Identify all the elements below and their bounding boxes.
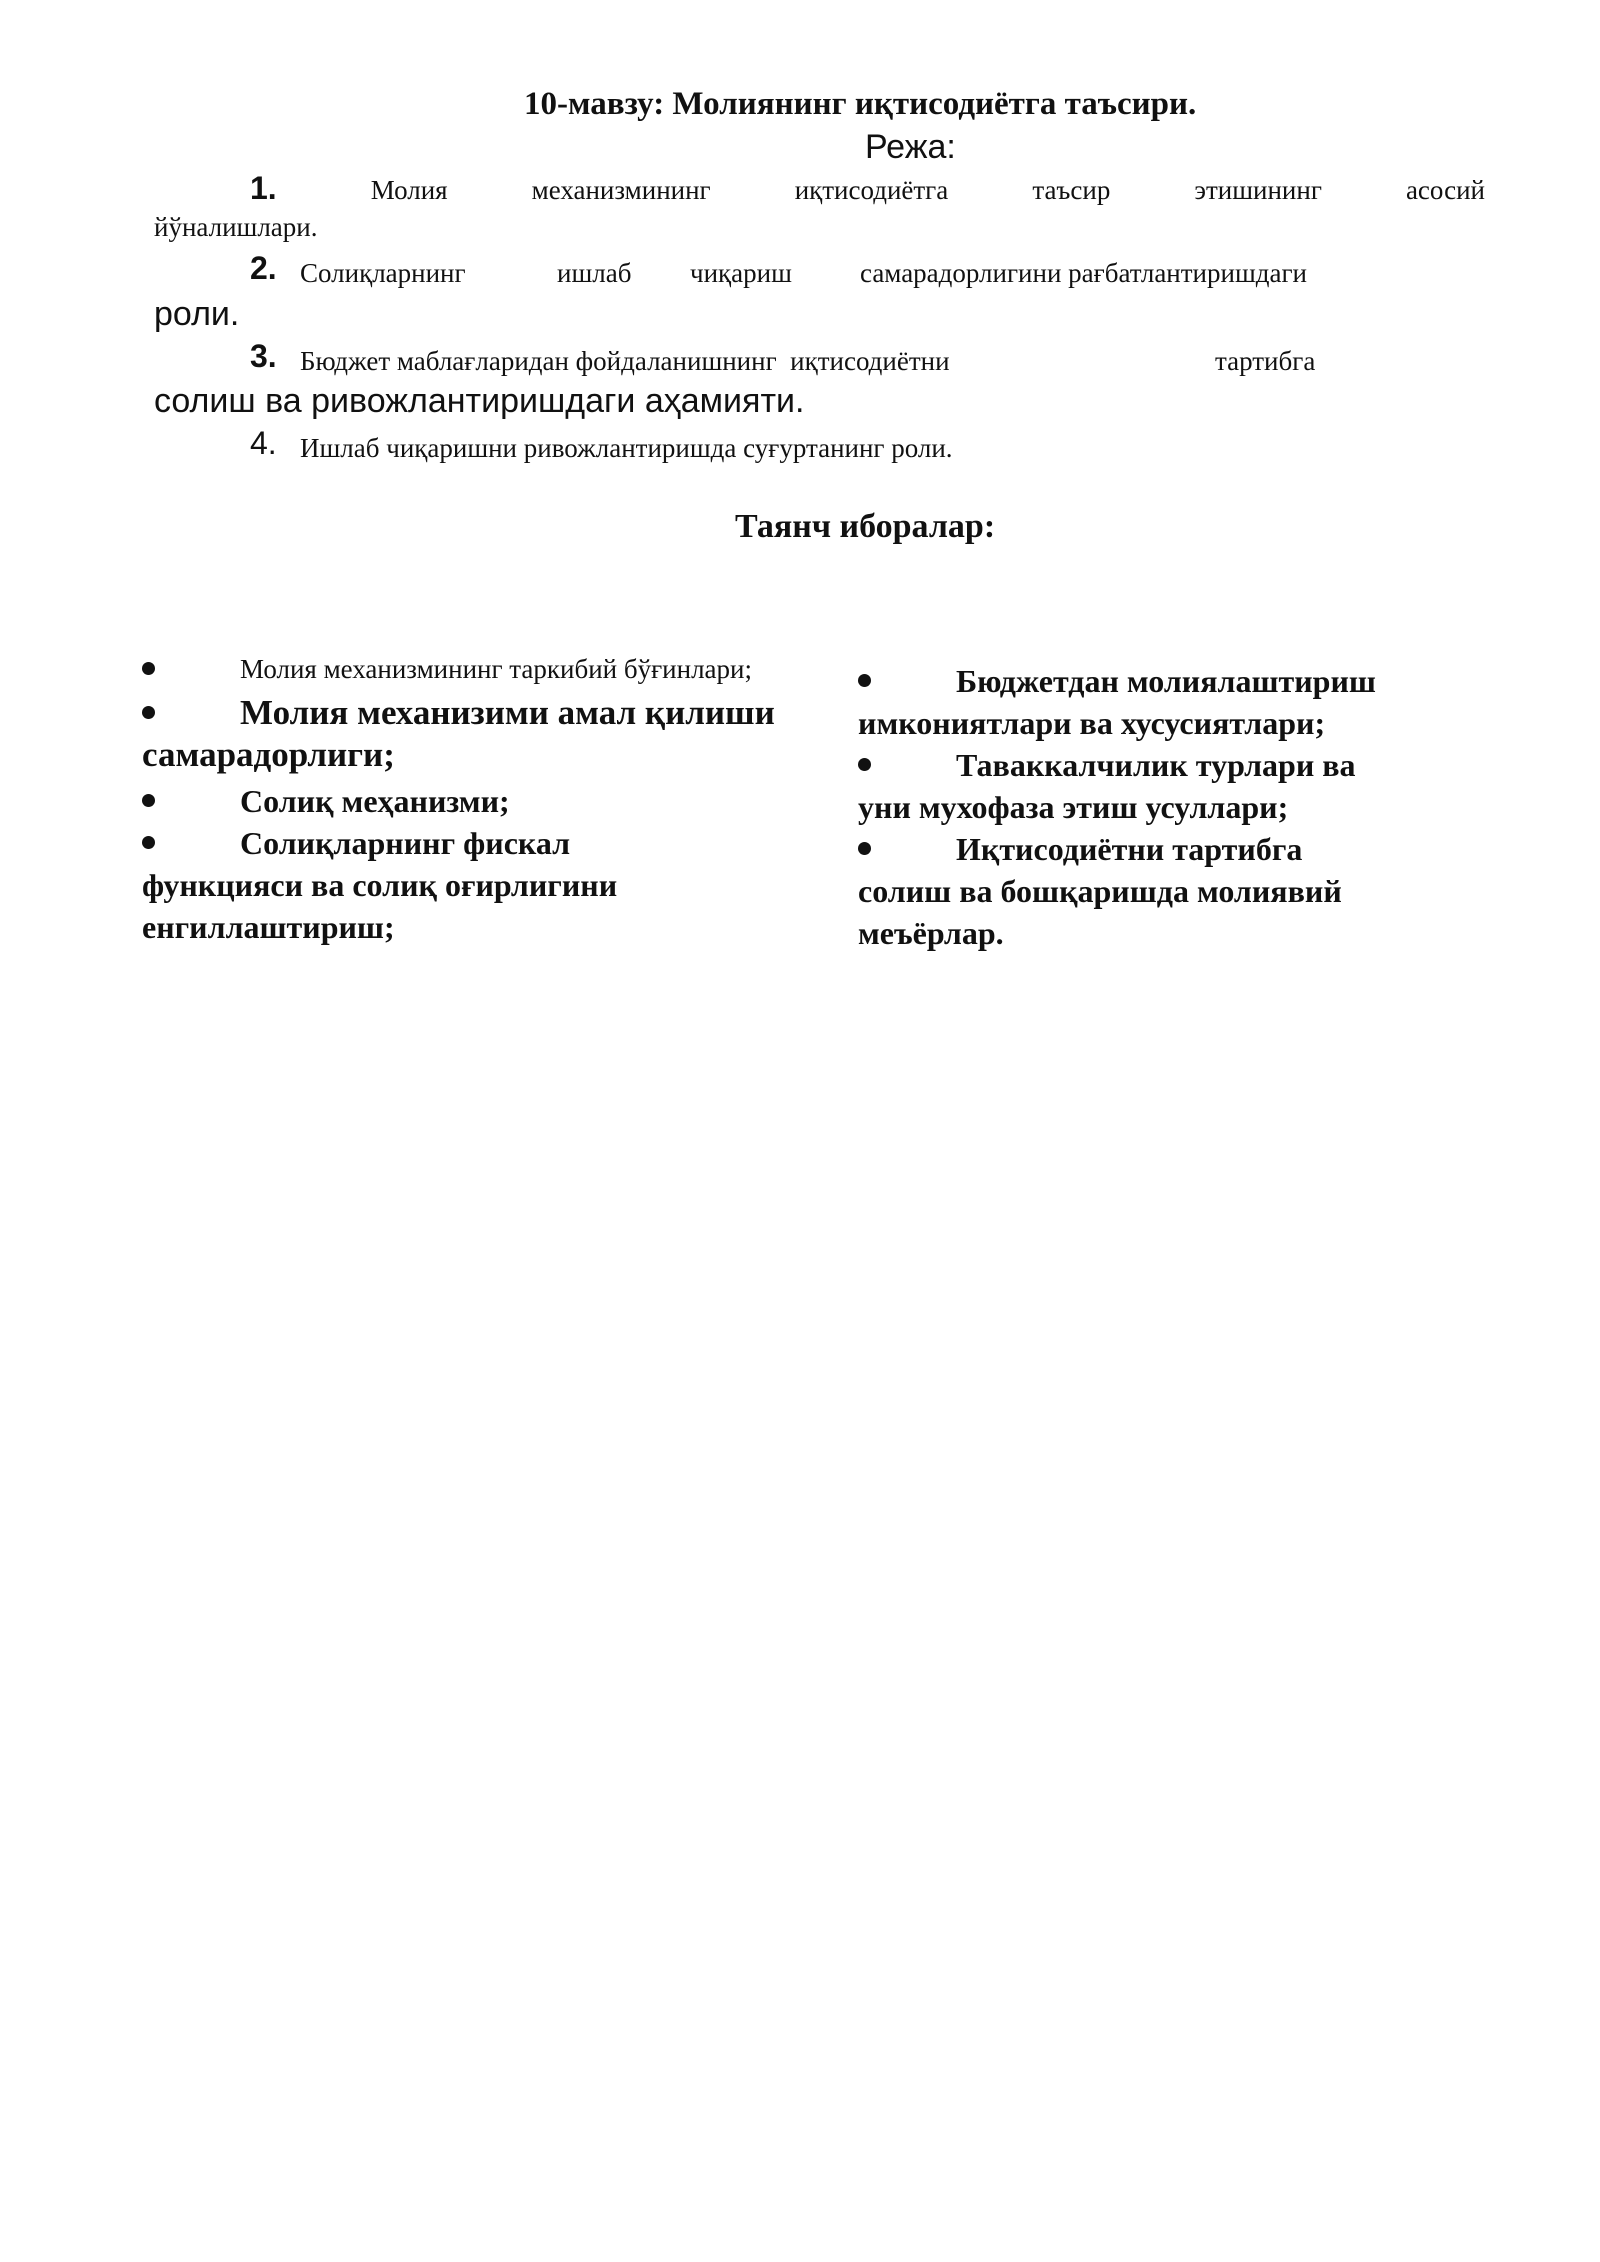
plan-item-number: 4. [250, 425, 277, 461]
key-term-item: Бюджетдан молиялаштириш имкониятлари ва хусусиятлари; [858, 663, 1376, 741]
plan-item-text: Ишлаб чиқаришни ривожлантиришда суғуртанинг роли. [300, 433, 953, 463]
plan-word: тартибга [1215, 346, 1316, 376]
bullet-icon [858, 842, 871, 855]
plan-item-1-continuation: йўналишлари. [154, 212, 318, 242]
plan-item-3 [250, 338, 1316, 376]
key-terms-title: Таянч иборалар: [735, 508, 996, 545]
plan-word: этишининг [1194, 175, 1322, 205]
bullet-icon [142, 662, 155, 675]
plan-word: иқтисодиётга [794, 175, 949, 205]
key-term-item: Таваккалчилик турлари ва уни мухофаза этиш усуллари; [858, 747, 1356, 825]
page-title: 10-мавзу: Молиянинг иқтисодиётга таъсири. [524, 86, 1197, 122]
plan-word: ишлаб [557, 258, 632, 288]
plan-item-number: 1. [250, 170, 277, 206]
key-terms-right-column [858, 660, 1418, 954]
plan-word: таъсир [1032, 175, 1111, 205]
key-term-item: Солиқларнинг фискал функцияси ва солиқ оғирлигини енгиллаштириш; [142, 825, 618, 945]
key-term-item: Молия механизими амал қилиши самарадорлиги; [142, 693, 775, 774]
plan-item-3-continuation: солиш ва ривожлантиришдаги аҳамияти. [154, 382, 805, 420]
plan-word: механизмининг [531, 175, 711, 205]
key-term-item: Молия механизмининг таркибий бўғинлари; [142, 648, 802, 690]
plan-word: самарадорлигини рағбатлантиришдаги [860, 258, 1307, 288]
plan-word: Бюджет маблағларидан фойдаланишнинг иқтисодиётни [300, 346, 950, 376]
bullet-icon [858, 758, 871, 771]
plan-item-4 [250, 425, 953, 463]
plan-word: Молия [370, 175, 448, 205]
key-term-item: Солиқ меҳанизми; [142, 780, 802, 822]
plan-heading: Режа: [865, 128, 956, 166]
plan-item-number: 3. [250, 338, 277, 374]
plan-item-2 [250, 250, 1307, 288]
bullet-icon [142, 836, 155, 849]
plan-item-1 [250, 170, 1485, 207]
key-term-item: Иқтисодиётни тартибга солиш ва бошқаришда молиявий меъёрлар. [858, 831, 1342, 951]
bullet-icon [142, 794, 155, 807]
plan-item-2-continuation: роли. [154, 295, 240, 333]
bullet-icon [142, 706, 155, 719]
plan-item-number: 2. [250, 250, 277, 286]
plan-word: чиқариш [690, 258, 792, 288]
bullet-icon [858, 674, 871, 687]
key-terms-left-column [142, 648, 802, 948]
plan-word: Солиқларнинг [300, 258, 466, 288]
plan-word: асосий [1405, 175, 1485, 205]
